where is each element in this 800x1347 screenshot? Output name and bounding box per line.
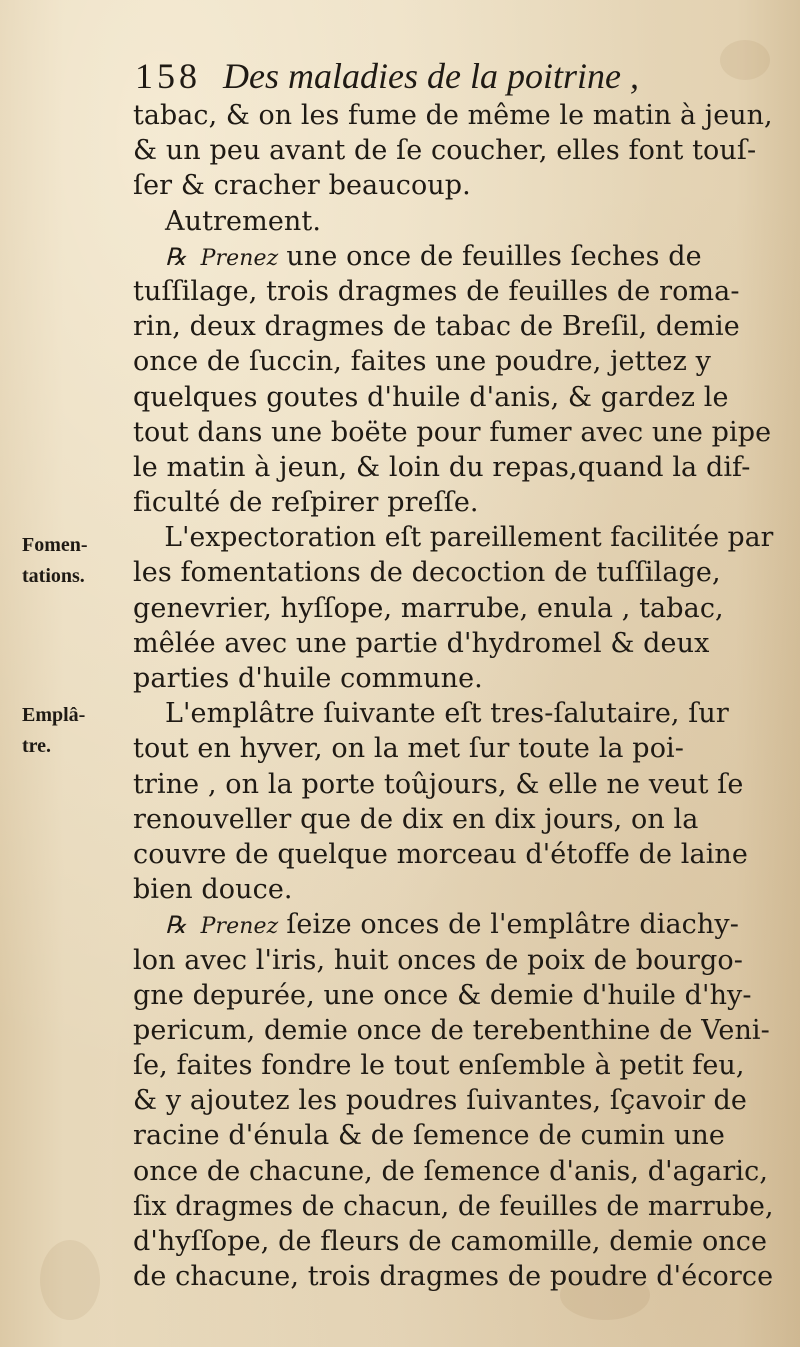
section-heading: Autrement.: [165, 205, 322, 237]
text-line: L'expectoration eſt pareillement facilitée par: [164, 522, 774, 554]
text-line: quelques goutes d'huile d'anis, & gardez le: [133, 381, 729, 413]
margin-note-line: tre.: [22, 735, 52, 757]
text-line: de chacune, trois dragmes de poudre d'écorce: [133, 1261, 774, 1293]
margin-note-line: tations.: [22, 565, 85, 587]
text-line: d'hyſſope, de fleurs de camomille, demie once: [133, 1226, 768, 1257]
text-line: couvre de quelque morceau d'étoffe de laine: [133, 838, 749, 870]
text-line: rin, deux dragmes de tabac de Breſil, demie: [133, 311, 740, 343]
text-line-remainder: ſeize onces de l'emplâtre diachy-: [286, 909, 739, 941]
text-line: L'emplâtre ſuivante eſt tres-ſalutaire, ſur: [165, 698, 729, 730]
text-line: mêlée avec une partie d'hydromel & deux: [133, 627, 710, 659]
text-line: le matin à jeun, & loin du repas,quand la dif-: [133, 451, 751, 483]
recipe-word: Prenez: [200, 245, 279, 271]
recipe-symbol-icon: ℞: [165, 242, 187, 271]
text-line: once de chacune, de ſemence d'anis, d'agaric,: [133, 1155, 769, 1187]
text-line: & y ajoutez les poudres ſuivantes, ſçavoir de: [133, 1085, 748, 1117]
text-line: les fomentations de decoction de tuſſilage,: [133, 557, 721, 589]
recipe-line: [133, 239, 773, 274]
margin-note-line: Emplâ-: [22, 704, 86, 726]
page-number: 158: [135, 56, 201, 96]
text-line: ſe, faites fondre le tout enſemble à petit feu,: [133, 1050, 745, 1082]
text-line: tuſſilage, trois dragmes de feuilles de roma-: [133, 275, 740, 307]
text-line: genevrier, hyſſope, marrube, enula , tabac,: [133, 592, 724, 624]
text-line: ſix dragmes de chacun, de feuilles de marrube,: [133, 1190, 774, 1222]
text-line: ſer & cracher beaucoup.: [133, 170, 471, 202]
text-line: pericum, demie once de terebenthine de Veni-: [133, 1014, 770, 1046]
text-line: trine , on la porte toûjours, & elle ne veut ſe: [133, 768, 744, 800]
running-title: Des maladies de la poitrine ,: [223, 56, 639, 96]
text-line: tout en hyver, on la met ſur toute la poi-: [133, 733, 685, 765]
text-line: ficulté de reſpirer preſſe.: [133, 487, 479, 519]
text-line: renouveller que de dix en dix jours, on la: [133, 803, 699, 835]
text-line-remainder: une once de feuilles ſeches de: [286, 240, 702, 272]
text-line: gne depurée, une once & demie d'huile d'hy-: [133, 979, 752, 1011]
recipe-line: [133, 907, 773, 942]
recipe-word: Prenez: [200, 914, 279, 940]
text-line: racine d'énula & de ſemence de cumin une: [133, 1120, 725, 1152]
text-line: tabac, & on les fume de même le matin à jeun,: [133, 100, 773, 131]
text-line: tout dans une boëte pour fumer avec une pipe: [133, 416, 772, 448]
margin-note-fomentations: [22, 530, 130, 592]
text-line: bien douce.: [133, 874, 293, 906]
margin-note-emplatre: [22, 700, 130, 762]
text-line: once de ſuccin, faites une poudre, jettez y: [133, 346, 711, 378]
margin-note-line: Fomen-: [22, 534, 88, 556]
text-line: lon avec l'iris, huit onces de poix de bourgo-: [133, 944, 743, 976]
paper-stain: [40, 1240, 100, 1320]
page-header: [135, 55, 639, 97]
body-text: [133, 98, 773, 1294]
text-line: parties d'huile commune.: [133, 663, 483, 694]
recipe-symbol-icon: ℞: [165, 911, 187, 940]
text-line: & un peu avant de ſe coucher, elles font touſ-: [133, 135, 757, 167]
paper-stain: [720, 40, 770, 80]
